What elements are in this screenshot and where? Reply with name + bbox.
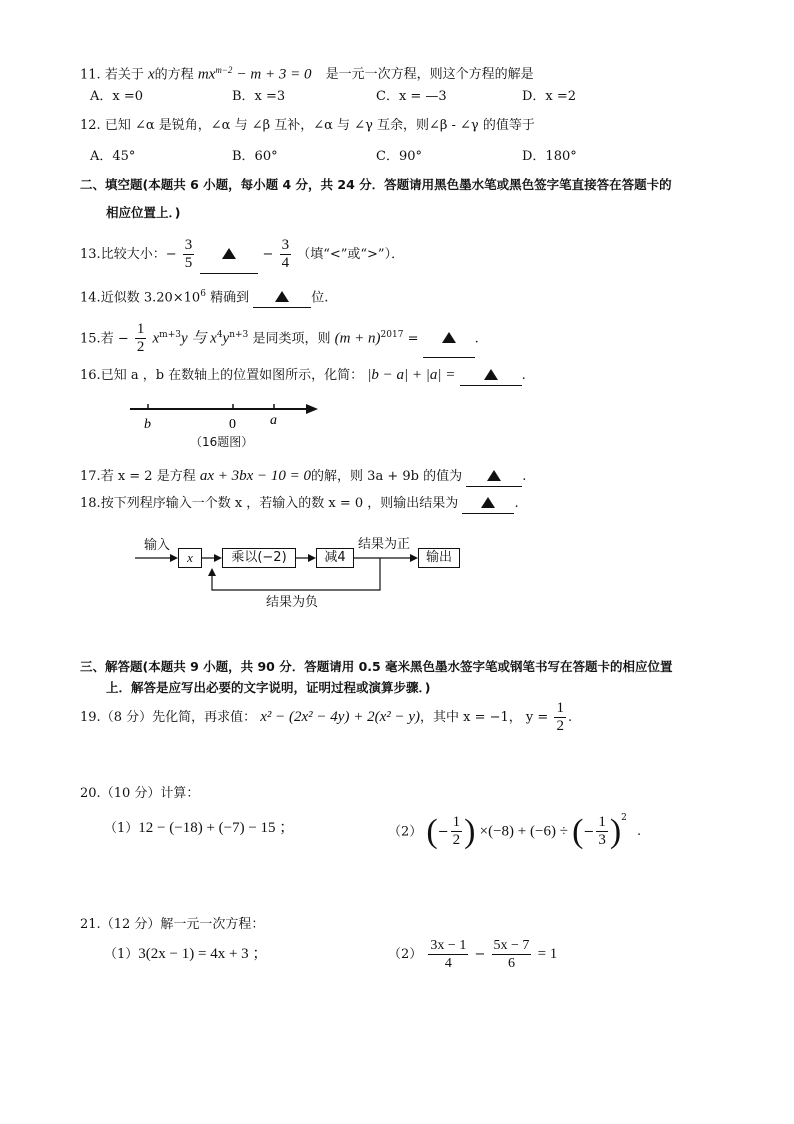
triangle-icon (484, 369, 498, 380)
q20: 20.（10 分）计算： (80, 786, 200, 801)
number-line-arrow-icon (306, 404, 318, 414)
section2-heading-cont: 相应位置上．) (106, 205, 181, 220)
triangle-icon (275, 291, 289, 302)
triangle-icon (222, 248, 236, 259)
section3-heading-cont: 上．解答是应写出必要的文字说明，证明过程或演算步骤．) (106, 680, 431, 695)
label-zero: 0 (229, 417, 236, 432)
q21: 21.（12 分）解一元一次方程： (80, 917, 265, 932)
q14-answer-blank[interactable] (253, 287, 311, 308)
label-b: b (144, 417, 151, 432)
q11-option-a: A．x =0 (90, 89, 144, 104)
q18-answer-blank[interactable] (462, 493, 514, 514)
q12-option-a: A．45° (90, 149, 136, 164)
q12-option-b: B．60° (232, 149, 278, 164)
q14: 14.近似数 $3.20\times 10^6$ 精确到 位. (80, 284, 328, 309)
q12-option-d: D．180° (522, 149, 577, 164)
number-line-figure (120, 398, 330, 434)
q19: 19.（8 分）先化简，再求值： x² − (2x² − 4y) + 2(x² − y)，其中 x = −1， y = $\frac{1}{2}$ . (80, 700, 573, 734)
flow-box-x: x (178, 548, 202, 568)
q12-stem: 12. 已知 ∠α 是锐角，∠α 与 ∠β 互补，∠α 与 ∠γ 互余，则∠β - ∠γ 的值等于 (80, 118, 535, 133)
section3-heading: 三、解答题(本题共 9 小题，共 90 分．答题请用 0.5 毫米黑色墨水签字笔或钢笔书写在答题卡的相应位置 (80, 659, 673, 674)
q13: 13.比较大小：− $\frac{3}{5}$ − $\frac{3}{4}$ （填“<”或“>”）． (80, 236, 404, 275)
q21-part2: （2） $\frac{3x - 1}{4}$ − $\frac{5x - 7}{6}$ = 1 (388, 938, 558, 971)
q16: 16.已知 a ，b 在数轴上的位置如图所示，化简： |b − a| + |a| = . (80, 365, 526, 387)
q17-answer-blank[interactable] (466, 466, 522, 487)
q15: 15.若 − $\frac{1}{2}$ $x^{m+3}y$ 与 $x^4y^{n+3}$ 是同类项，则 $(m + n)^{2017}$ = . (80, 316, 479, 359)
section2-heading: 二、填空题(本题共 6 小题，每小题 4 分，共 24 分．答题请用黑色墨水笔或黑色签字笔直接答在答题卡的 (80, 177, 672, 192)
q11-stem: 11. 若关于 x的方程 $mx^{m-2} - m + 3 = 0$ 是一元一次方程，则这个方程的解是 (80, 65, 534, 83)
flow-input-label: 输入 (144, 538, 171, 553)
triangle-icon (442, 332, 456, 343)
q20-part1: （1）12 − (−18) + (−7) − 15 ； (104, 820, 295, 836)
q13-answer-blank[interactable] (200, 235, 258, 274)
q15-answer-blank[interactable] (423, 319, 475, 358)
triangle-icon (487, 470, 501, 481)
q12-option-c: C．90° (376, 149, 422, 164)
flow-positive-label: 结果为正 (358, 537, 411, 552)
q21-part1: （1）3(2x − 1) = 4x + 3 ； (104, 946, 268, 962)
q11-option-c: C．x = —3 (376, 89, 447, 104)
flow-box-multiply: 乘以(−2) (222, 548, 296, 568)
flow-box-minus: 减4 (316, 548, 354, 568)
q17: 17.若 x = 2 是方程 ax + 3bx − 10 = 0的解，则 3a + 9b 的值为 . (80, 466, 526, 488)
q20-part2: （2） (− $\frac{1}{2}$ ) ×(−8) + (−6) ÷ (− $\frac{1}{3}$ )$^2$ . (388, 812, 642, 850)
q18: 18.按下列程序输入一个数 x ，若输入的数 x = 0 ，则输出结果为 . (80, 494, 519, 515)
q16-answer-blank[interactable] (460, 365, 522, 386)
triangle-icon (481, 497, 495, 508)
q11-option-b: B．x =3 (232, 89, 286, 104)
label-a: a (270, 413, 277, 428)
q11-option-d: D．x =2 (522, 89, 577, 104)
program-flowchart (130, 530, 470, 610)
flow-box-output: 输出 (418, 548, 460, 568)
figure-16-caption: （16题图） (190, 435, 254, 449)
flow-negative-label: 结果为负 (266, 595, 319, 610)
